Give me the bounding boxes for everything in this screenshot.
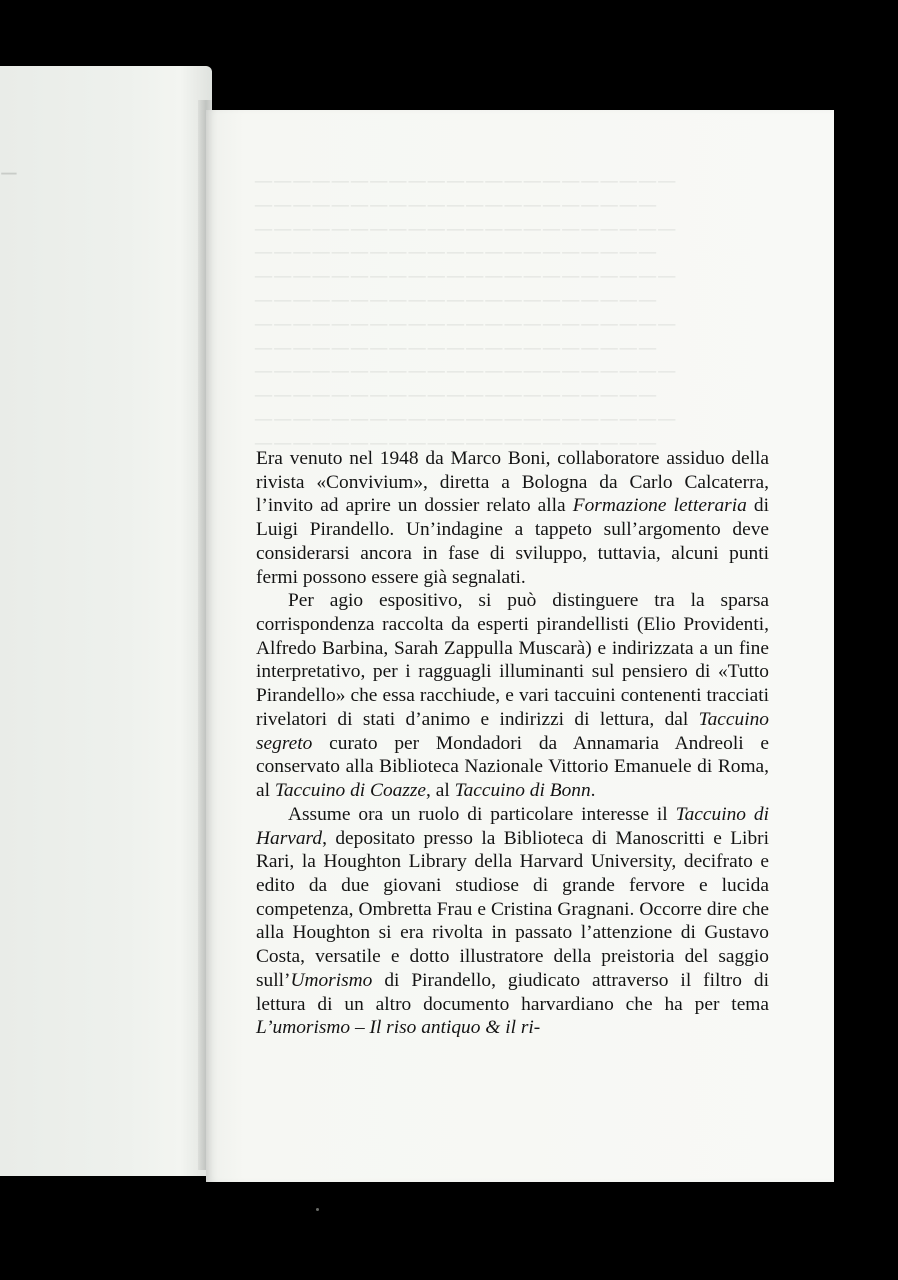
text-run: Assume ora un ruolo di particolare interesse il <box>288 803 676 825</box>
text-run: Per agio espositivo, si può distinguere tra la sparsa corrispondenza raccolta da esperti pirandellisti (Elio Providenti, Alfredo Barbina, Sarah Zappulla Muscarà) e indirizzata a un fine interpretativo, per i ragguagli illuminanti sul pensiero di «Tutto Pirandello» che essa racchiude, e vari taccuini contenenti tracciati rivelatori di stati d’animo e indirizzi di lettura, dal <box>256 590 769 730</box>
italic-title: Formazione letteraria <box>572 495 747 517</box>
left-page-edge-mark: ‒ <box>0 155 18 188</box>
page-speck <box>316 1208 319 1211</box>
italic-title: Taccuino di Coazze <box>274 780 427 802</box>
text-run: Era venuto nel 1948 da Marco Boni, collaboratore assiduo della rivista «Convivium», diretta a Bologna da Carlo Calcaterra, l’invito ad aprire un dossier relato alla <box>256 448 769 517</box>
paragraph-1 <box>256 447 769 589</box>
text-run: di Luigi Pirandello. Un’indagine a tappeto sull’argomento deve considerarsi ancora in fase di sviluppo, tuttavia, alcuni punti fermi possono essere già segnalati. <box>256 495 769 588</box>
paragraph-3 <box>256 803 769 1040</box>
text-run: . <box>590 780 596 802</box>
italic-title: L’umorismo – Il riso antiquo & il ri- <box>256 1017 541 1039</box>
left-page <box>0 66 212 1176</box>
body-text <box>256 447 769 1040</box>
text-run: , depositato presso la Biblioteca di Manoscritti e Libri Rari, la Houghton Library della Harvard University, decifrato e edito da due giovani studiose di grande fervore e lucida competenza, Ombretta Frau e Cristina Gragnani. Occorre dire che alla Houghton si era rivolta in passato l’attenzione di Gustavo Costa, versatile e dotto illustratore della preistoria del saggio sull’ <box>256 827 769 991</box>
text-run: , al <box>426 780 455 802</box>
show-through-text: —————————————————————— ————————————————————— —————————————————————— ————————————————————— —————————————————————— ————————————————————— —————————————————————— ————————————————————— —————————————————————— ————————————————————— —————————————————————— ————————————————————— <box>254 170 677 454</box>
italic-title: Taccuino di Bonn <box>454 780 591 802</box>
italic-title: Umorismo <box>290 969 373 991</box>
paragraph-2 <box>256 589 769 802</box>
text-run: curato per Mondadori da Annamaria Andreoli e conservato alla Biblioteca Nazionale Vittorio Emanuele di Roma, al <box>256 732 769 802</box>
text-run: di Pirandello, giudicato attraverso il filtro di lettura di un altro documento harvardiano che ha per tema <box>256 969 769 1015</box>
italic-title: Taccuino di Harvard <box>256 803 769 849</box>
right-page <box>206 110 834 1182</box>
italic-title: Taccuino segreto <box>256 708 769 754</box>
